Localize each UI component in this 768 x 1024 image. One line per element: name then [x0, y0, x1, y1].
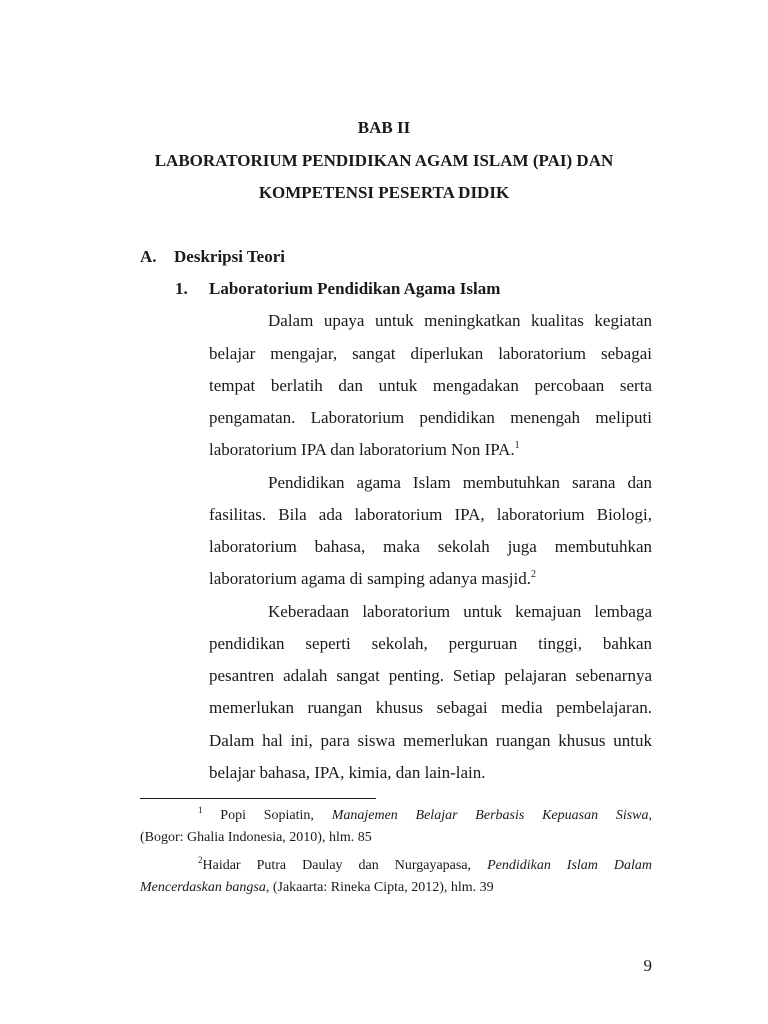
footnote-separator [140, 798, 376, 799]
footnote-1-title: Manajemen Belajar Berbasis Kepuasan Siswa [331, 808, 649, 823]
footnote-2-marker: 2 [198, 855, 203, 865]
chapter-title-line-2: KOMPETENSI PESERTA DIDIK [258, 183, 510, 202]
footnote-1-author: Popi Sopiatin, [220, 808, 314, 823]
paragraph-2-line-4-text: laboratorium agama di samping adanya masjid. [209, 569, 531, 588]
section-number: A. [140, 247, 157, 266]
paragraph-3-line-2: pendidikan seperti sekolah, perguruan tinggi, bahkan [209, 634, 652, 653]
footnote-1-line-2: (Bogor: Ghalia Indonesia, 2010), hlm. 85 [140, 830, 372, 845]
paragraph-1-line-4: pengamatan. Laboratorium pendidikan menengah meliputi [209, 408, 652, 427]
footnote-ref-2: 2 [530, 569, 536, 580]
paragraph-3-line-5: Dalam hal ini, para siswa memerlukan ruangan khusus untuk [209, 731, 652, 750]
footnote-ref-1: 1 [514, 440, 520, 451]
paragraph-1-line-2: belajar mengajar, sangat diperlukan laboratorium sebagai [209, 344, 652, 363]
paragraph-2-line-2: fasilitas. Bila ada laboratorium IPA, laboratorium Biologi, [209, 505, 652, 524]
footnote-2-line-2 [140, 879, 494, 896]
footnote-2-title-part-2: Mencerdaskan bangsa, [140, 880, 270, 895]
paragraph-1-line-1: Dalam upaya untuk meningkatkan kualitas kegiatan [268, 311, 652, 330]
paragraph-3-line-3: pesantren adalah sangat penting. Setiap pelajaran sebenarnya [209, 666, 652, 685]
footnote-2-author: Haidar Putra Daulay dan Nurgayapasa, [202, 858, 472, 873]
page-number: 9 [643, 956, 652, 975]
paragraph-2-line-3: laboratorium bahasa, maka sekolah juga membutuhkan [209, 537, 652, 556]
section-heading [140, 247, 285, 267]
paragraph-1-line-5 [209, 440, 520, 460]
subsection-title: Laboratorium Pendidikan Agama Islam [209, 279, 501, 298]
paragraph-3-line-4: memerlukan ruangan khusus sebagai media pembelajaran. [209, 698, 652, 717]
section-title: Deskripsi Teori [174, 247, 285, 266]
footnote-2-rest: (Jakaarta: Rineka Cipta, 2012), hlm. 39 [269, 880, 494, 895]
paragraph-1-line-3: tempat berlatih dan untuk mengadakan percobaan serta [209, 376, 652, 395]
paragraph-2-line-1: Pendidikan agama Islam membutuhkan sarana dan [268, 473, 652, 492]
paragraph-1-line-5-text: laboratorium IPA dan laboratorium Non IPA. [209, 440, 515, 459]
paragraph-3-line-6: belajar bahasa, IPA, kimia, dan lain-lain. [209, 763, 486, 782]
paragraph-2-line-4 [209, 569, 536, 589]
subsection-number: 1. [175, 279, 188, 298]
subsection-heading [175, 279, 500, 299]
chapter-title-line-1: LABORATORIUM PENDIDIKAN AGAM ISLAM (PAI) DAN [154, 151, 614, 170]
footnote-2-line-1 [198, 857, 652, 874]
footnote-1-line-1 [198, 807, 652, 824]
footnote-1-marker: 1 [198, 805, 203, 815]
footnote-2-title-part-1: Pendidikan Islam Dalam [487, 858, 653, 873]
paragraph-3-line-1: Keberadaan laboratorium untuk kemajuan lembaga [268, 602, 652, 621]
footnote-1-title-suffix: , [648, 808, 653, 823]
chapter-label: BAB II [357, 118, 411, 137]
